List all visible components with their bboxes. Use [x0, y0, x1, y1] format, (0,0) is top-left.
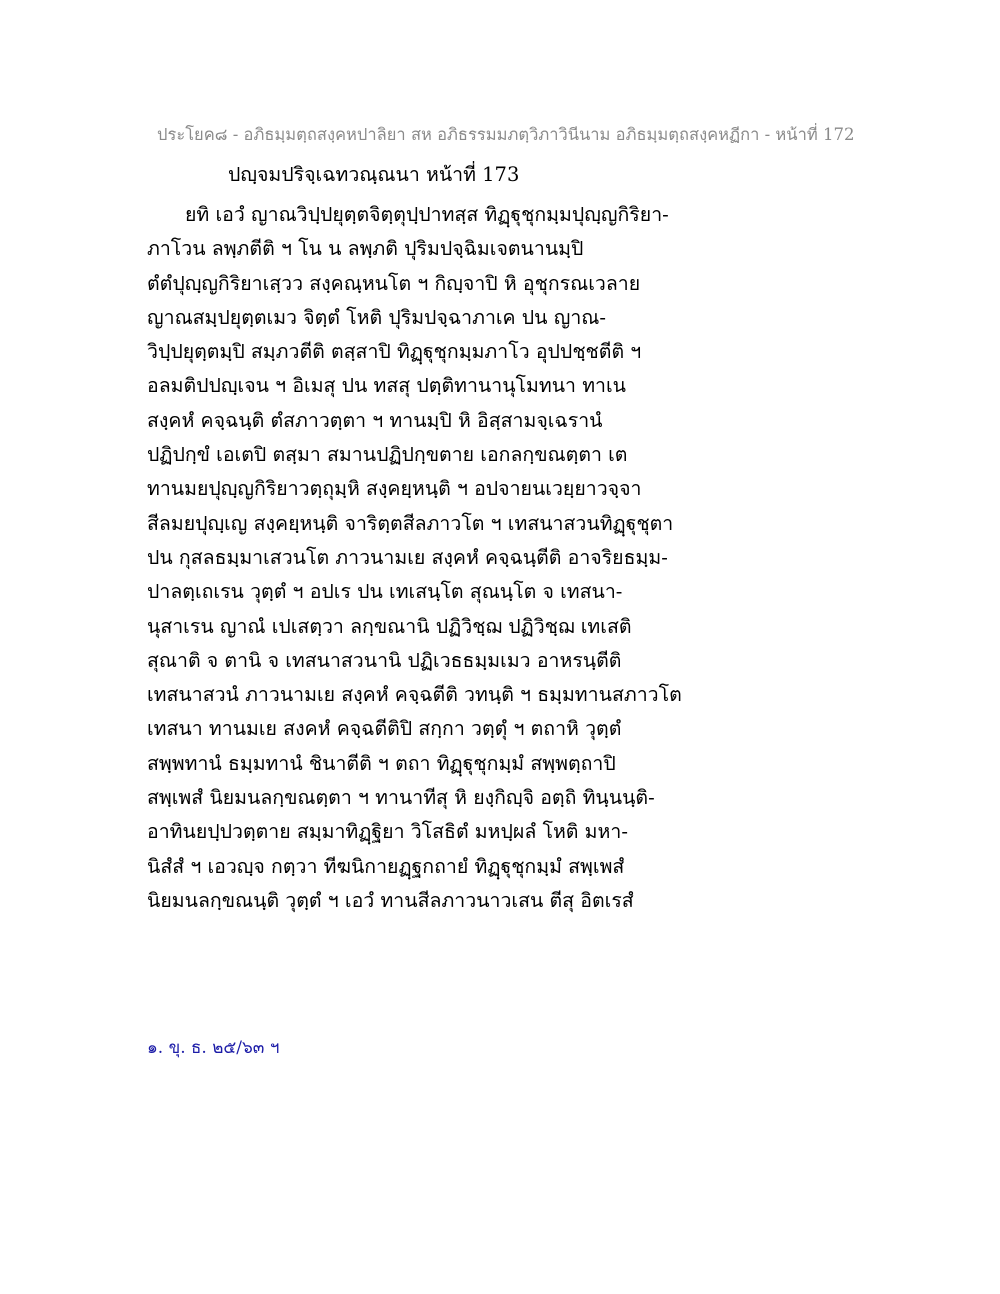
text-line: สีลมยปุญฺเญ สงฺคยฺหนฺติ จาริตฺตสีลภาวโต ฯ เทสนาสวนทิฏฺฐุชุตา: [147, 511, 674, 535]
text-line: สงฺคหํ คจฺฉนฺติ ตํสภาวตฺตา ฯ ทานมฺปิ หิ อิสฺสามจฺเฉรานํ: [147, 408, 603, 432]
text-line: สุณาติ จ ตานิ จ เทสนาสวนานิ ปฏิเวธธมฺมเมว อาหรนฺตีติ: [147, 648, 622, 672]
text-line: เทสนา ทานมเย สงคหํ คจฺฉตีติปิ สกฺกา วตฺตุํ ฯ ตถาหิ วุตฺตํ: [147, 717, 622, 741]
body-text: [147, 198, 707, 918]
text-line: สพฺเพสํ นิยมนลกฺขณตฺตา ฯ ทานาทีสุ หิ ยงฺกิญฺจิ อตฺถิ ทินฺนนฺติ-: [147, 786, 655, 810]
text-line: ปน กุสลธมฺมาเสวนโต ภาวนามเย สงฺคหํ คจฺฉนฺตีติ อาจริยธมฺม-: [147, 545, 668, 569]
text-line: นุสาเรน ญาณํ เปเสตฺวา ลกฺขณานิ ปฏิวิชฺฌ ปฏิวิชฺฌ เทเสติ: [147, 614, 632, 638]
text-line: อลมติปปญฺเจน ฯ อิเมสุ ปน ทสสุ ปตฺติทานานุโมทนา ทาเน: [147, 374, 626, 398]
running-header: ประโยค๘ - อภิธมฺมตฺถสงฺคหปาลิยา สห อภิธรรมมภตฺวิภาวินีนาม อภิธมฺมตฺถสงฺคหฏีกา - หน้าที่ 172: [157, 125, 855, 144]
text-line: ทานมยปุญฺญกิริยาวตฺถุมฺหิ สงฺคยฺหนฺติ ฯ อปจายนเวยฺยาวจฺจา: [147, 477, 642, 501]
text-line: สพฺพทานํ ธมฺมทานํ ชินาตีติ ฯ ตถา ทิฏฺฐุชุกมฺมํ สพฺพตฺถาปิ: [147, 751, 616, 775]
footnote: ๑. ขุ. ธ. ๒๕/๖๓ ฯ: [147, 1038, 280, 1058]
text-line: นิสํสํ ฯ เอวญฺจ กตฺวา ทีฆนิกายฏฺฐกถายํ ทิฏฺฐุชุกมฺมํ สพฺเพสํ: [147, 854, 625, 878]
text-line: ปฏิปกฺขํ เอเตปิ ตสฺมา สมานปฏิปกฺขตาย เอกลกฺขณตฺตา เต: [147, 443, 628, 467]
text-line: ภาโวน ลพฺภตีติ ฯ โน น ลพฺภติ ปุริมปจฺฉิมเจตนานมฺปิ: [147, 237, 584, 261]
text-line: ญาณสมฺปยุตฺตเมว จิตฺตํ โหติ ปุริมปจฺฉาภาเค ปน ญาณ-: [147, 305, 606, 329]
text-line: ปาลตฺเถเรน วุตฺตํ ฯ อปเร ปน เทเสนฺโต สุณนฺโต จ เทสนา-: [147, 580, 623, 604]
text-line: ตํตํปุญฺญกิริยาเสฺวว สงฺคณฺหนโต ฯ กิญฺจาปิ หิ อุชุกรณเวลาย: [147, 271, 641, 295]
section-title: ปญฺจมปริจฺเฉทวณฺณนา หน้าที่ 173: [228, 163, 520, 186]
text-line: เทสนาสวนํ ภาวนามเย สงฺคหํ คจฺฉตีติ วทนฺติ ฯ ธมฺมทานสภาวโต: [147, 683, 682, 707]
text-line: นิยมนลกฺขณนฺติ วุตฺตํ ฯ เอวํ ทานสีลภาวนาวเสน ตีสุ อิตเรสํ: [147, 888, 634, 912]
text-line: วิปฺปยุตฺตมฺปิ สมฺภวตีติ ตสฺสาปิ ทิฏฺฐุชุกมฺมภาโว อุปปชฺชตีติ ฯ: [147, 340, 642, 364]
text-line: ยทิ เอวํ ญาณวิปฺปยุตฺตจิตฺตุปฺปาทสฺส ทิฏฺฐุชุกมฺมปุญฺญกิริยา-: [185, 203, 669, 226]
text-line: อาทินยปฺปวตฺตาย สมฺมาทิฏฺฐิยา วิโสธิตํ มหปฺผลํ โหติ มหา-: [147, 820, 628, 844]
